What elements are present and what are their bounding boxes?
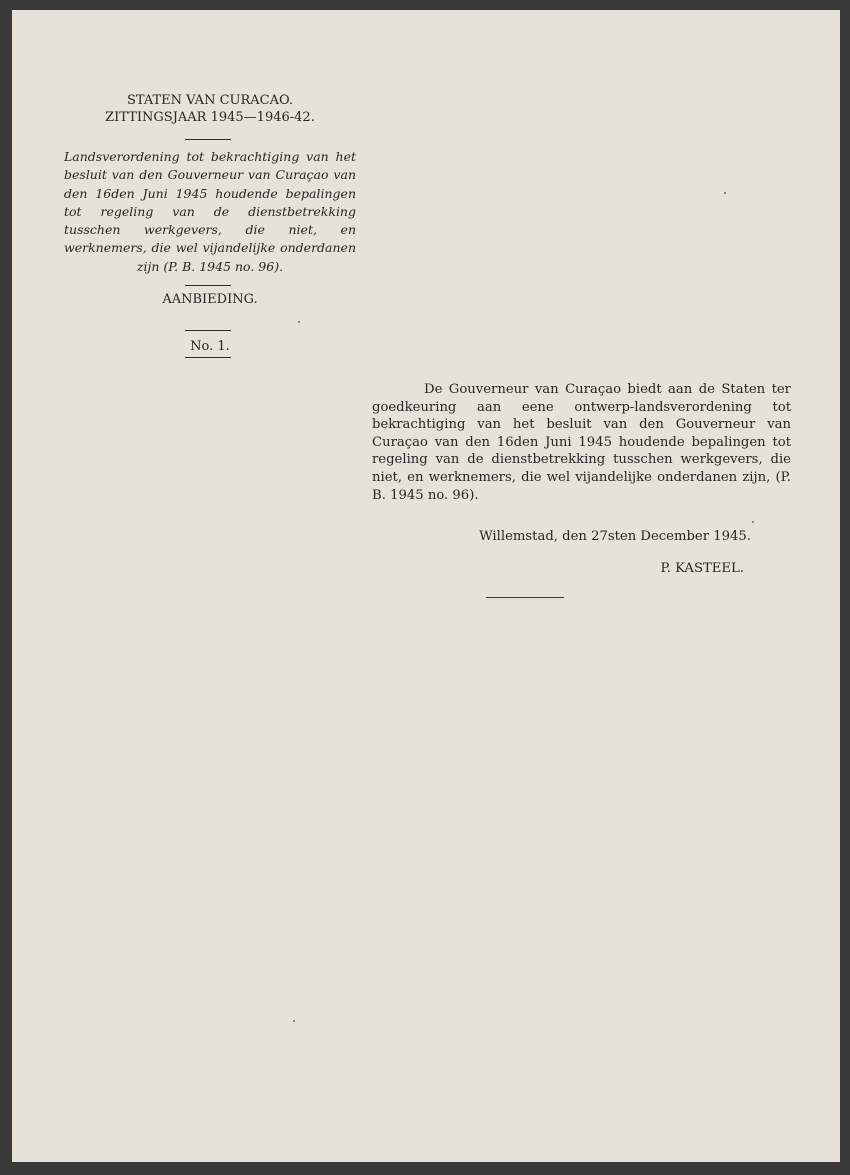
document-subject: Landsverordening tot bekrachtiging van het besluit van den Gouverneur van Curaçao van den 16den Juni 1945 houdende bepalingen tot regeling van de dienstbetrekking tusschen werkgevers, die niet, en werknemers, die wel vijandelijke onderdanen zijn (P. B. 1945 no. 96).	[64, 149, 356, 274]
divider-rule	[185, 357, 231, 358]
signature-rule	[486, 597, 564, 598]
header-line-2: ZITTINGSJAAR 1945—1946-42.	[105, 110, 315, 125]
body-paragraph: De Gouverneur van Curaçao biedt aan de Staten ter goedkeuring aan eene ontwerp-landsverordening tot bekrachtiging van het besluit van den Gouverneur van Curaçao van den 16den Juni 1945 houdende bepalingen tot regeling van de dienstbetrekking tusschen werkgevers, die niet, en werknemers, die wel vijandelijke onderdanen zijn, (P. B. 1945 no. 96).	[372, 382, 791, 503]
divider-rule	[185, 285, 231, 286]
document-header	[62, 92, 358, 126]
header-line-1: STATEN VAN CURACAO.	[126, 93, 294, 108]
paper-speck	[293, 1020, 295, 1022]
paper-speck	[752, 521, 754, 523]
document-page	[12, 10, 840, 1162]
divider-rule	[185, 330, 231, 331]
document-type: AANBIEDING.	[162, 292, 258, 307]
document-number: No. 1.	[190, 339, 230, 354]
signature-name: P. KASTEEL.	[660, 561, 744, 576]
place-and-date: Willemstad, den 27sten December 1945.	[479, 529, 751, 544]
paper-speck	[724, 192, 726, 194]
divider-rule	[185, 139, 231, 140]
paper-speck	[298, 321, 300, 323]
